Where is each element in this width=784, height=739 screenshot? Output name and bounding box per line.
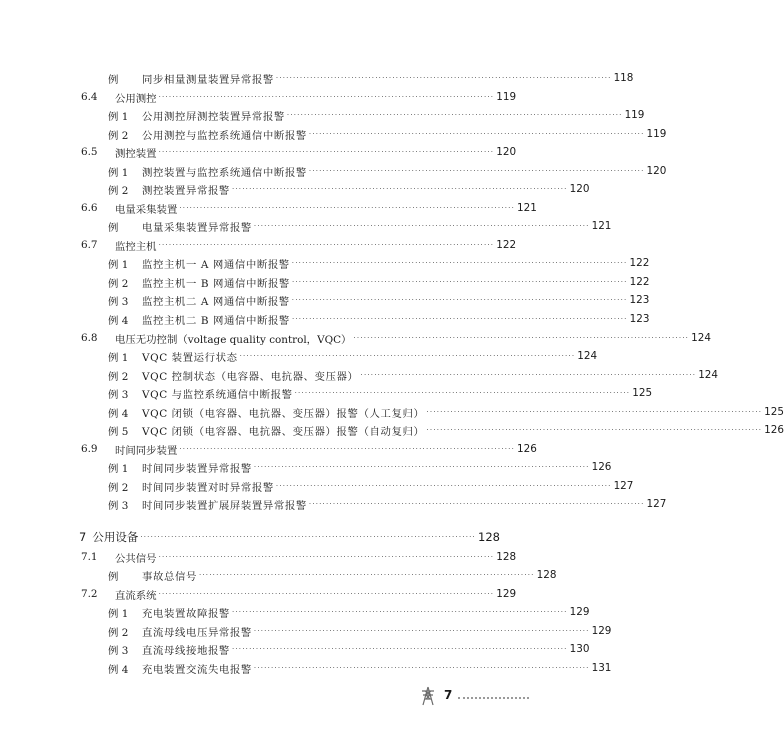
toc-entry-number: 例 3 — [108, 644, 129, 657]
toc-entry-title: 直流系统 — [115, 589, 157, 602]
toc-entry-title: 公用测控屏测控装置异常报警 — [142, 110, 285, 123]
toc-entry-title: 直流母线电压异常报警 — [142, 626, 252, 639]
toc-entry-number: 例 3 — [108, 388, 129, 401]
toc-entry-page: 123 — [629, 313, 650, 325]
toc-entry-title: 电压无功控制（voltage quality control，VQC） — [115, 333, 352, 346]
toc-example-entry[interactable] — [108, 218, 612, 234]
toc-example-entry[interactable] — [108, 348, 598, 364]
toc-entry-title: 直流母线接地报警 — [142, 644, 230, 657]
toc-entry-title: 监控主机二 A 网通信中断报警 — [142, 295, 290, 308]
toc-leader-dots: ·································································································· — [353, 334, 690, 342]
toc-entry-title: 监控主机一 A 网通信中断报警 — [142, 258, 290, 271]
toc-entry-title: 测控装置异常报警 — [142, 184, 230, 197]
page-number: 7 — [444, 688, 453, 702]
toc-entry-page: 128 — [478, 530, 500, 544]
toc-example-entry[interactable] — [108, 623, 612, 639]
toc-section-entry[interactable] — [81, 330, 711, 346]
toc-leader-dots: ·································································································· — [291, 296, 628, 304]
toc-entry-page: 119 — [646, 128, 667, 140]
toc-leader-dots: ·································································································· — [158, 241, 495, 249]
toc-entry-title: 公用设备 — [92, 530, 139, 544]
toc-leader-dots: ·································································································· — [294, 389, 631, 397]
toc-example-entry[interactable] — [108, 567, 557, 583]
toc-entry-number: 例 — [108, 221, 119, 234]
toc-entry-number: 例 2 — [108, 481, 129, 494]
toc-example-entry[interactable] — [108, 660, 612, 676]
toc-leader-dots: ·································································································· — [253, 463, 590, 471]
toc-entry-title: VQC 闭锁（电容器、电抗器、变压器）报警（自动复归） — [142, 425, 425, 438]
toc-example-entry[interactable] — [108, 163, 667, 179]
toc-example-entry[interactable] — [108, 255, 650, 271]
toc-entry-number: 6.9 — [81, 443, 98, 455]
toc-entry-page: 126 — [517, 443, 537, 455]
toc-entry-number: 6.8 — [81, 332, 98, 344]
toc-section-entry[interactable] — [81, 237, 517, 253]
toc-entry-number: 例 5 — [108, 425, 129, 438]
toc-entry-title: 监控主机 — [115, 240, 157, 253]
toc-entry-number: 例 — [108, 570, 119, 583]
toc-leader-dots: ·································································································· — [179, 204, 516, 212]
toc-example-entry[interactable] — [108, 107, 645, 123]
toc-entry-page: 121 — [517, 202, 537, 214]
toc-entry-page: 128 — [496, 551, 517, 563]
toc-entry-title: 测控装置 — [115, 147, 157, 160]
toc-example-entry[interactable] — [108, 385, 653, 401]
toc-entry-title: VQC 闭锁（电容器、电抗器、变压器）报警（人工复归） — [142, 407, 425, 420]
toc-example-entry[interactable] — [108, 604, 590, 620]
toc-entry-title: VQC 与监控系统通信中断报警 — [142, 388, 293, 401]
toc-entry-page: 120 — [496, 146, 517, 158]
toc-leader-dots: ·································································································· — [286, 111, 623, 119]
toc-entry-number: 例 2 — [108, 277, 129, 290]
toc-example-entry[interactable] — [108, 496, 667, 512]
toc-entry-title: VQC 控制状态（电容器、电抗器、变压器） — [142, 370, 359, 383]
toc-entry-number: 例 3 — [108, 295, 129, 308]
toc-section-entry[interactable] — [81, 144, 517, 160]
page-footer — [0, 684, 529, 714]
toc-entry-number: 6.7 — [81, 239, 98, 251]
toc-entry-page: 124 — [698, 369, 719, 381]
toc-leader-dots: ·································································································· — [275, 74, 612, 82]
toc-entry-page: 120 — [646, 165, 667, 177]
toc-entry-title: 监控主机一 B 网通信中断报警 — [142, 277, 290, 290]
toc-entry-title: 时间同步装置对时异常报警 — [142, 481, 274, 494]
toc-entry-page: 127 — [646, 498, 667, 510]
toc-entry-number: 6.6 — [81, 202, 98, 214]
toc-entry-title: 同步相量测量装置异常报警 — [142, 73, 274, 86]
toc-leader-dots: ·································································································· — [308, 500, 645, 508]
toc-leader-dots: ·································································································· — [426, 408, 763, 416]
toc-entry-number: 例 1 — [108, 258, 129, 271]
toc-entry-number: 例 1 — [108, 462, 129, 475]
toc-example-entry[interactable] — [108, 641, 590, 657]
toc-leader-dots: ·································································································· — [253, 664, 590, 672]
toc-entry-page: 130 — [569, 643, 590, 655]
toc-entry-page: 128 — [536, 569, 557, 581]
toc-leader-dots: ·································································································· — [140, 533, 476, 541]
toc-leader-dots: ·································································································· — [231, 185, 568, 193]
toc-entry-page: 122 — [629, 257, 650, 269]
toc-section-entry[interactable] — [81, 549, 517, 565]
toc-leader-dots: ·································································································· — [158, 553, 495, 561]
toc-entry-page: 121 — [591, 220, 612, 232]
toc-entry-number: 例 2 — [108, 370, 129, 383]
toc-entry-page: 126 — [764, 424, 784, 436]
toc-chapter-entry[interactable] — [79, 529, 500, 545]
toc-entry-page: 127 — [613, 480, 634, 492]
toc-leader-dots: ·································································································· — [253, 222, 590, 230]
toc-example-entry[interactable] — [108, 422, 784, 438]
toc-entry-title: 电量采集装置 — [115, 203, 178, 216]
toc-entry-number: 例 2 — [108, 129, 129, 142]
toc-entry-page: 118 — [613, 72, 634, 84]
toc-entry-page: 120 — [569, 183, 590, 195]
toc-entry-title: 时间同步装置异常报警 — [142, 462, 252, 475]
toc-entry-number: 例 1 — [108, 607, 129, 620]
toc-section-entry[interactable] — [81, 586, 517, 602]
toc-leader-dots: ·································································································· — [291, 315, 628, 323]
toc-entry-number: 例 1 — [108, 351, 129, 364]
toc-leader-dots: ·································································································· — [275, 482, 612, 490]
toc-entry-title: 充电装置交流失电报警 — [142, 663, 252, 676]
toc-leader-dots: ·································································································· — [179, 445, 516, 453]
toc-entry-title: 事故总信号 — [142, 570, 197, 583]
toc-entry-title: 公共信号 — [115, 552, 157, 565]
toc-entry-page: 119 — [496, 91, 517, 103]
toc-example-entry[interactable] — [108, 459, 612, 475]
toc-example-entry[interactable] — [108, 181, 590, 197]
footer-dotted-rule — [458, 697, 529, 701]
toc-entry-page: 122 — [629, 276, 650, 288]
toc-entry-page: 129 — [496, 588, 517, 600]
toc-section-entry[interactable] — [81, 89, 517, 105]
toc-entry-number: 7 — [79, 530, 87, 544]
toc-entry-page: 129 — [591, 625, 612, 637]
toc-entry-title: 公用测控 — [115, 92, 157, 105]
toc-entry-number: 7.1 — [81, 551, 98, 563]
toc-leader-dots: ·································································································· — [308, 130, 645, 138]
toc-entry-title: 充电装置故障报警 — [142, 607, 230, 620]
toc-leader-dots: ·································································································· — [253, 627, 590, 635]
toc-example-entry[interactable] — [108, 404, 784, 420]
toc-leader-dots: ·································································································· — [291, 278, 628, 286]
toc-entry-page: 131 — [591, 662, 612, 674]
toc-entry-page: 125 — [764, 406, 784, 418]
toc-leader-dots: ·································································································· — [231, 608, 568, 616]
toc-entry-page: 125 — [632, 387, 653, 399]
toc-entry-title: 时间同步装置扩展屏装置异常报警 — [142, 499, 307, 512]
toc-leader-dots: ·································································································· — [426, 426, 763, 434]
toc-example-entry[interactable] — [108, 367, 719, 383]
toc-entry-number: 例 — [108, 73, 119, 86]
toc-entry-number: 例 2 — [108, 184, 129, 197]
toc-entry-page: 123 — [629, 294, 650, 306]
toc-leader-dots: ·································································································· — [239, 352, 576, 360]
toc-leader-dots: ·································································································· — [158, 93, 495, 101]
toc-entry-title: 电量采集装置异常报警 — [142, 221, 252, 234]
toc-section-entry[interactable] — [81, 441, 537, 457]
toc-entry-title: VQC 装置运行状态 — [142, 351, 238, 364]
toc-entry-page: 124 — [577, 350, 598, 362]
toc-entry-number: 例 2 — [108, 626, 129, 639]
toc-entry-title: 监控主机二 B 网通信中断报警 — [142, 314, 290, 327]
toc-entry-title: 公用测控与监控系统通信中断报警 — [142, 129, 307, 142]
toc-example-entry[interactable] — [108, 478, 634, 494]
toc-leader-dots: ·································································································· — [231, 645, 568, 653]
toc-entry-number: 例 3 — [108, 499, 129, 512]
toc-entry-number: 例 1 — [108, 166, 129, 179]
toc-leader-dots: ·································································································· — [308, 167, 645, 175]
transmission-tower-icon — [420, 686, 436, 706]
toc-entry-number: 7.2 — [81, 588, 98, 600]
toc-example-entry[interactable] — [108, 70, 634, 86]
toc-entry-number: 例 4 — [108, 314, 129, 327]
toc-leader-dots: ·································································································· — [360, 371, 697, 379]
toc-example-entry[interactable] — [108, 311, 650, 327]
toc-leader-dots: ·································································································· — [158, 148, 495, 156]
toc-leader-dots: ·································································································· — [291, 259, 628, 267]
toc-entry-number: 例 4 — [108, 663, 129, 676]
toc-entry-page: 122 — [496, 239, 517, 251]
toc-example-entry[interactable] — [108, 274, 650, 290]
toc-entry-number: 例 4 — [108, 407, 129, 420]
toc-section-entry[interactable] — [81, 200, 537, 216]
toc-example-entry[interactable] — [108, 292, 650, 308]
toc-entry-page: 124 — [691, 332, 711, 344]
toc-entry-number: 6.4 — [81, 91, 98, 103]
toc-entry-number: 例 1 — [108, 110, 129, 123]
toc-entry-page: 126 — [591, 461, 612, 473]
toc-example-entry[interactable] — [108, 126, 667, 142]
toc-entry-page: 129 — [569, 606, 590, 618]
toc-entry-title: 测控装置与监控系统通信中断报警 — [142, 166, 307, 179]
toc-entry-page: 119 — [624, 109, 645, 121]
toc-entry-title: 时间同步装置 — [115, 444, 178, 457]
toc-leader-dots: ·································································································· — [158, 590, 495, 598]
toc-entry-number: 6.5 — [81, 146, 98, 158]
toc-leader-dots: ·································································································· — [198, 571, 535, 579]
